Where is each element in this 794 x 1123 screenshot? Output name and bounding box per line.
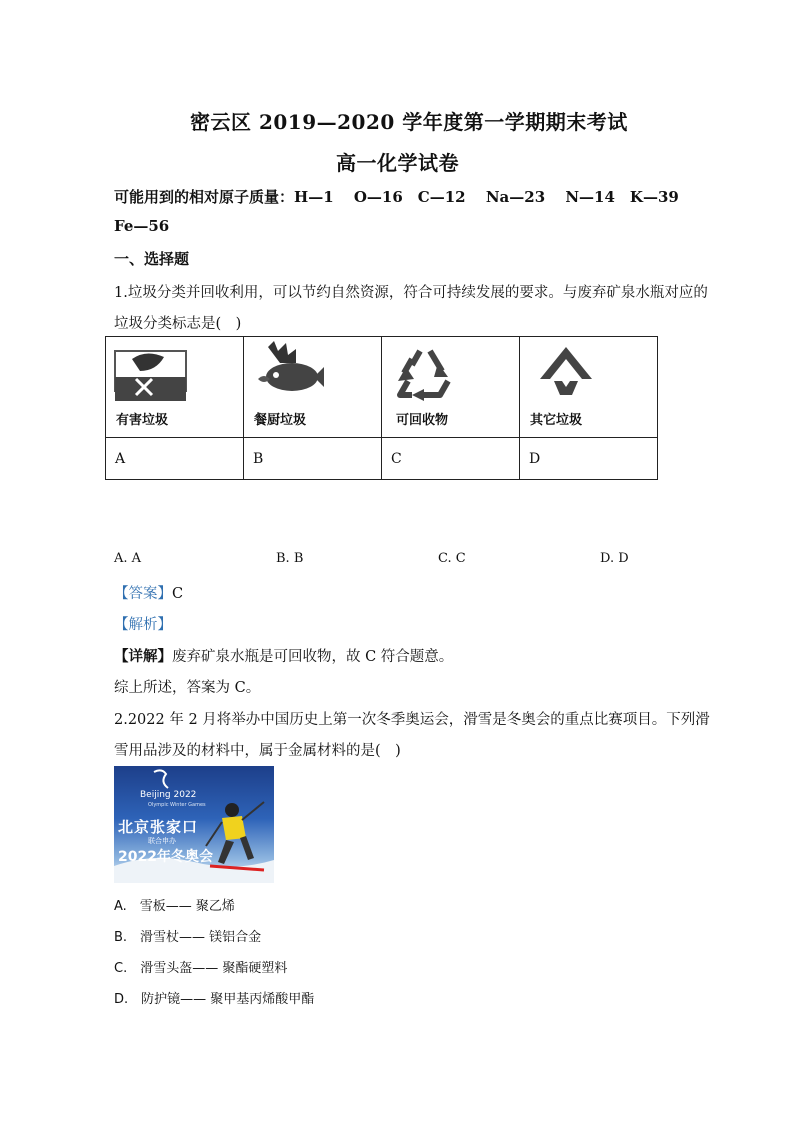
bin-letter-c: C [391,451,402,467]
atomic-mass-values: H—1 O—16 C—12 Na—23 N—14 K—39 [294,188,679,206]
q1-option-b: B. B [276,551,304,566]
poster-sub: Olympic Winter Games [148,802,206,808]
q2-option-d: D. 防护镜—— 聚甲基丙烯酸甲酯 [114,992,315,1007]
q2-option-c: C. 滑雪头盔—— 聚酯硬塑料 [114,961,288,976]
detail-tag: 【详解】 [114,648,172,665]
exam-subtitle: 高一化学试卷 [336,151,459,175]
atomic-mass-label: 可能用到的相对原子质量： [114,188,295,206]
poster-brand: Beijing 2022 [140,790,197,800]
answer-tag: 【答案】 [114,586,172,602]
bin-cell-a [106,337,244,438]
waste-sign-table [105,336,658,480]
poster-line2: 联合申办 [148,837,176,845]
answer-value: C [172,586,184,602]
bin-label-a: 有害垃圾 [116,413,169,428]
atomic-mass-line-2: Fe—56 [114,217,170,235]
bin-letter-a: A [115,451,126,467]
bin-letter-cell-a [106,438,244,480]
bin-cell-b [244,337,382,438]
q1-stem-line2: 垃圾分类标志是( ) [114,316,242,332]
analysis-tag: 【解析】 [114,617,172,633]
q1-detail-line [114,645,453,666]
bin-label-d: 其它垃圾 [530,413,583,428]
bin-cell-c [382,337,520,438]
q2-stem-line2: 雪用品涉及的材料中，属于金属材料的是( ) [114,743,401,759]
bin-letter-cell-d [520,438,658,480]
detail-text: 废弃矿泉水瓶是可回收物，故 C 符合题意。 [172,649,454,665]
bin-letter-b: B [253,451,264,467]
bin-letter-cell-c [382,438,520,480]
poster-line3: 2022年冬奥会 [118,849,213,865]
bin-letter-cell-b [244,438,382,480]
exam-title: 密云区 2019—2020 学年度第一学期期末考试 [190,110,628,134]
q1-stem-line1: 1.垃圾分类并回收利用，可以节约自然资源，符合可持续发展的要求。与废弃矿泉水瓶对应的 [114,285,708,301]
q2-option-a: A. 雪板—— 聚乙烯 [114,899,235,914]
q1-answer-line [114,582,183,603]
q2-option-b: B. 滑雪杖—— 镁铝合金 [114,930,262,945]
bin-label-c: 可回收物 [396,413,449,428]
atomic-mass-line [114,186,679,207]
bin-letter-d: D [529,451,541,467]
q1-option-a: A. A [114,551,142,566]
q1-summary: 综上所述，答案为 C。 [114,680,261,696]
q1-option-c: C. C [438,551,466,566]
poster-line1: 北京张家口 [118,818,199,836]
bin-label-b: 餐厨垃圾 [254,413,307,428]
q2-stem-line1: 2.2022 年 2 月将举办中国历史上第一次冬季奥运会，滑雪是冬奥会的重点比赛项目。下列滑 [114,712,710,728]
q1-option-d: D. D [600,551,629,566]
bin-cell-d [520,337,658,438]
olympic-poster-image [114,766,274,883]
section-heading: 一、选择题 [114,250,190,268]
